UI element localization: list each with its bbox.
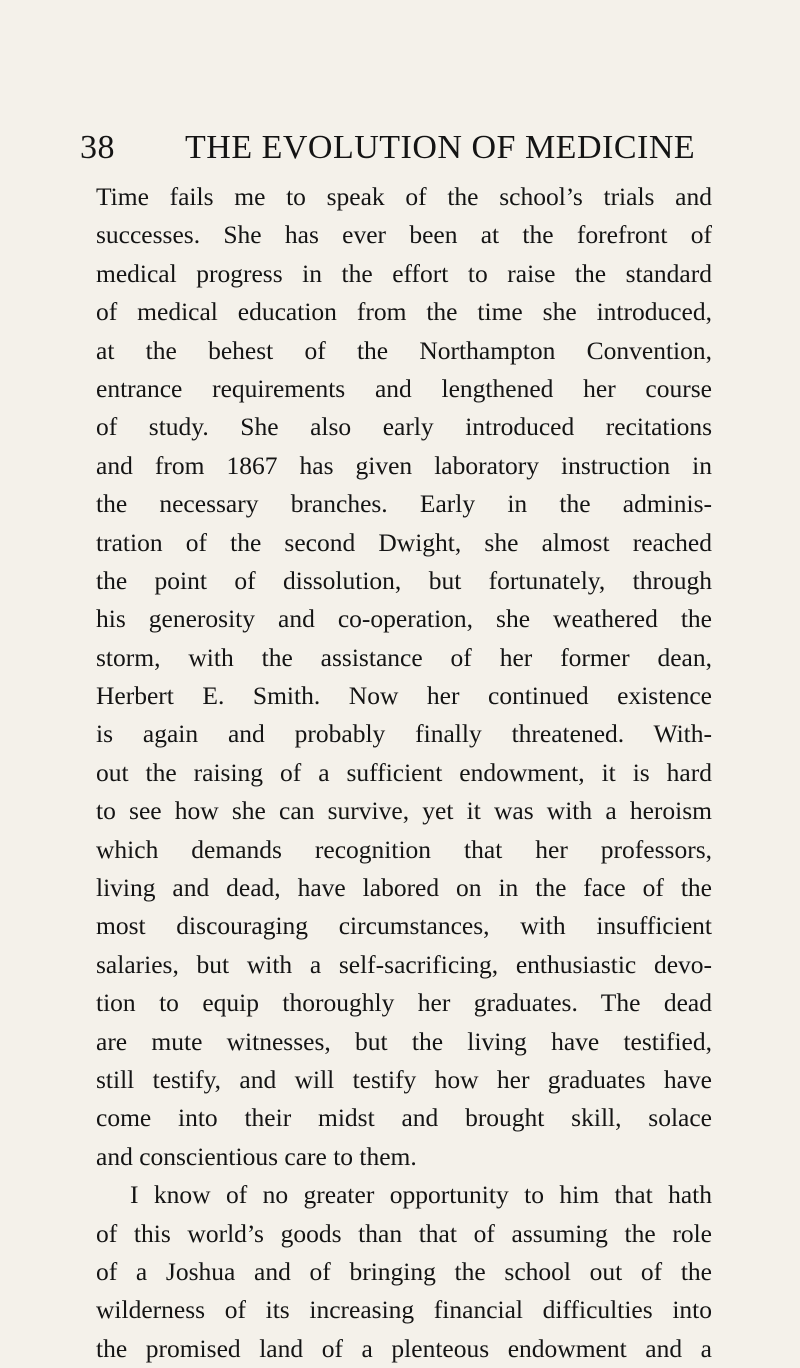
text-line: of a Joshua and of bringing the school out of the bbox=[96, 1256, 712, 1286]
text-line: the necessary branches. Early in the adminis- bbox=[96, 489, 712, 519]
text-line: the promised land of a plenteous endowment and a bbox=[96, 1333, 712, 1363]
text-line: Time fails me to speak of the school’s trials and bbox=[96, 182, 712, 211]
text-line: of study. She also early introduced recitations bbox=[96, 412, 712, 442]
text-line: is again and probably finally threatened. With- bbox=[96, 719, 712, 749]
text-line: tion to equip thoroughly her graduates. The dead bbox=[96, 988, 712, 1018]
text-line: of medical education from the time she introduced, bbox=[96, 297, 712, 327]
paragraph-1 bbox=[96, 178, 712, 1176]
page-number: 38 bbox=[80, 129, 115, 166]
running-title: THE EVOLUTION OF MEDICINE bbox=[185, 129, 696, 166]
text-line: out the raising of a sufficient endowment, it is hard bbox=[96, 757, 712, 787]
body-text bbox=[96, 178, 712, 1368]
text-line: wilderness of its increasing financial difficulties into bbox=[96, 1295, 712, 1325]
text-line: medical progress in the effort to raise the standard bbox=[96, 258, 712, 288]
text-line: are mute witnesses, but the living have testified, bbox=[96, 1026, 712, 1056]
text-line: successes. She has ever been at the forefront of bbox=[96, 220, 712, 250]
text-line: tration of the second Dwight, she almost reached bbox=[96, 527, 712, 557]
text-line: which demands recognition that her professors, bbox=[96, 834, 712, 864]
paragraph-2 bbox=[96, 1176, 712, 1368]
text-line: still testify, and will testify how her graduates have bbox=[96, 1064, 712, 1094]
text-line: and conscientious care to them. bbox=[96, 1141, 417, 1171]
running-head bbox=[80, 128, 720, 168]
text-line: of this world’s goods than that of assuming the role bbox=[96, 1218, 712, 1248]
text-line: his generosity and co-operation, she weathered the bbox=[96, 604, 712, 634]
text-line: come into their midst and brought skill, solace bbox=[96, 1103, 712, 1133]
text-line: the point of dissolution, but fortunately, through bbox=[96, 565, 712, 595]
text-line: I know of no greater opportunity to him that hath bbox=[130, 1180, 712, 1210]
text-line: Herbert E. Smith. Now her continued existence bbox=[96, 681, 712, 711]
text-line: entrance requirements and lengthened her course bbox=[96, 373, 712, 403]
text-line: and from 1867 has given laboratory instruction in bbox=[96, 450, 712, 480]
text-line: storm, with the assistance of her former dean, bbox=[96, 642, 712, 672]
text-line: most discouraging circumstances, with insufficient bbox=[96, 911, 712, 941]
text-line: salaries, but with a self-sacrificing, enthusiastic devo- bbox=[96, 949, 712, 979]
text-line: to see how she can survive, yet it was with a heroism bbox=[96, 796, 712, 826]
text-line: living and dead, have labored on in the face of the bbox=[96, 873, 712, 903]
text-line: at the behest of the Northampton Convention, bbox=[96, 335, 712, 365]
